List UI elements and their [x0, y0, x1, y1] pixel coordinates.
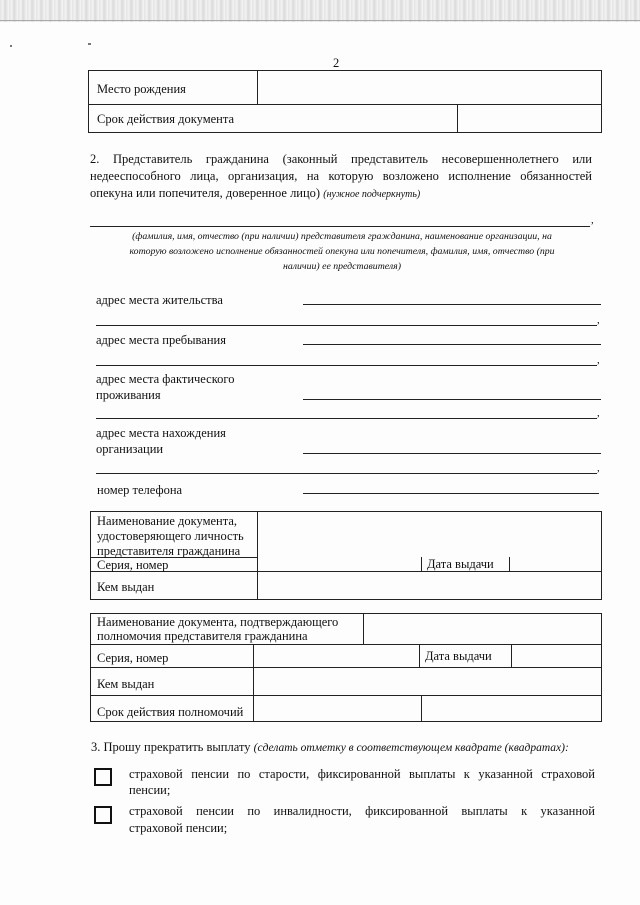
- scan-top-band: [0, 0, 640, 22]
- phone-field[interactable]: [303, 493, 599, 494]
- stay-address-field[interactable]: [303, 344, 601, 345]
- row-divider: [91, 644, 601, 645]
- option1-line1: страховой пенсии по старости, фиксированной выплаты к указанной страховой: [129, 767, 595, 781]
- authority-issue-date-label: Дата выдачи: [425, 649, 492, 663]
- org-address-label-2: организации: [96, 442, 164, 456]
- section3-lead: 3. Прошу прекратить выплату: [91, 740, 251, 754]
- comma-mark: ,: [597, 314, 600, 326]
- comma-mark: ,: [597, 462, 600, 474]
- section2-line1: 2. Представитель гражданина (законный представитель несовершеннолетнего или: [90, 152, 592, 166]
- residence-address-label: адрес места жительства: [96, 293, 223, 307]
- identity-doc-name-3: представителя гражданина: [97, 544, 241, 558]
- hint-line2: которую возложено исполнение обязанностей опекуна или попечителя, фамилия, имя, отчество (при: [129, 246, 555, 257]
- authority-doc-name-1: Наименование документа, подтверждающего: [97, 615, 339, 629]
- option2-line1: страховой пенсии по инвалидности, фиксированной выплаты к указанной: [129, 804, 595, 818]
- representative-name-line[interactable]: [90, 226, 590, 227]
- actual-address-label-1: адрес места фактического: [96, 372, 235, 386]
- section2-note: (нужное подчеркнуть): [323, 189, 421, 200]
- section2-line2: недееспособного лица, организация, на которую возложено исполнение обязанностей: [90, 169, 592, 183]
- stay-address-field-line2[interactable]: [96, 365, 597, 366]
- col-divider: [363, 614, 364, 644]
- col-divider: [421, 695, 422, 721]
- top-table: [88, 70, 602, 133]
- authority-series-label: Серия, номер: [97, 651, 169, 665]
- identity-issue-date-label: Дата выдачи: [427, 557, 494, 571]
- doc-validity-label: Срок действия документа: [97, 112, 235, 126]
- birthplace-label: Место рождения: [97, 82, 186, 96]
- phone-label: номер телефона: [97, 483, 183, 497]
- hint-line1: (фамилия, имя, отчество (при наличии) представителя гражданина, наименование организации, на: [132, 231, 552, 242]
- identity-issued-by-label: Кем выдан: [97, 580, 155, 594]
- identity-document-table: [90, 511, 602, 600]
- option1-line2: пенсии;: [129, 783, 171, 797]
- col-divider: [509, 557, 510, 571]
- comma-mark: ,: [591, 214, 594, 226]
- actual-address-field-line2[interactable]: [96, 418, 597, 419]
- row-divider: [91, 695, 601, 696]
- col-divider: [421, 557, 422, 571]
- col-divider: [257, 512, 258, 599]
- identity-doc-name-2: удостоверяющего личность: [97, 529, 244, 543]
- authority-doc-name-2: полномочия представителя гражданина: [97, 629, 308, 643]
- col-divider: [253, 644, 254, 721]
- option2-line2: страховой пенсии;: [129, 821, 228, 835]
- org-address-label-1: адрес места нахождения: [96, 426, 226, 440]
- actual-address-field[interactable]: [303, 399, 601, 400]
- residence-address-field[interactable]: [303, 304, 601, 305]
- old-age-pension-checkbox[interactable]: [94, 768, 112, 786]
- authority-document-table: [90, 613, 602, 722]
- comma-mark: ,: [597, 407, 600, 419]
- section3-note: (сделать отметку в соответствующем квадрате (квадратах):: [253, 742, 569, 754]
- identity-series-label: Серия, номер: [97, 558, 169, 572]
- row-divider: [91, 667, 601, 668]
- stay-address-label: адрес места пребывания: [96, 333, 226, 347]
- col-divider: [419, 644, 420, 667]
- section2-line3-text: опекуна или попечителя, доверенное лицо): [90, 186, 321, 200]
- authority-validity-label: Срок действия полномочий: [97, 705, 244, 719]
- page-number: 2: [333, 56, 340, 70]
- hint-line3: наличии) ее представителя): [283, 261, 401, 272]
- section2-line3: [90, 185, 420, 203]
- authority-issued-by-label: Кем выдан: [97, 677, 155, 691]
- scan-speck: [88, 43, 91, 45]
- col-divider: [511, 644, 512, 667]
- col-divider: [257, 71, 258, 104]
- section3-heading: [91, 739, 569, 757]
- residence-address-field-line2[interactable]: [96, 325, 597, 326]
- identity-doc-name-1: Наименование документа,: [97, 514, 238, 528]
- col-divider: [457, 104, 458, 132]
- actual-address-label-2: проживания: [96, 388, 161, 402]
- org-address-field-line2[interactable]: [96, 473, 597, 474]
- comma-mark: ,: [597, 354, 600, 366]
- row-divider: [89, 104, 601, 105]
- org-address-field[interactable]: [303, 453, 601, 454]
- scan-top-line: [0, 20, 640, 21]
- disability-pension-checkbox[interactable]: [94, 806, 112, 824]
- scan-speck: [10, 45, 12, 47]
